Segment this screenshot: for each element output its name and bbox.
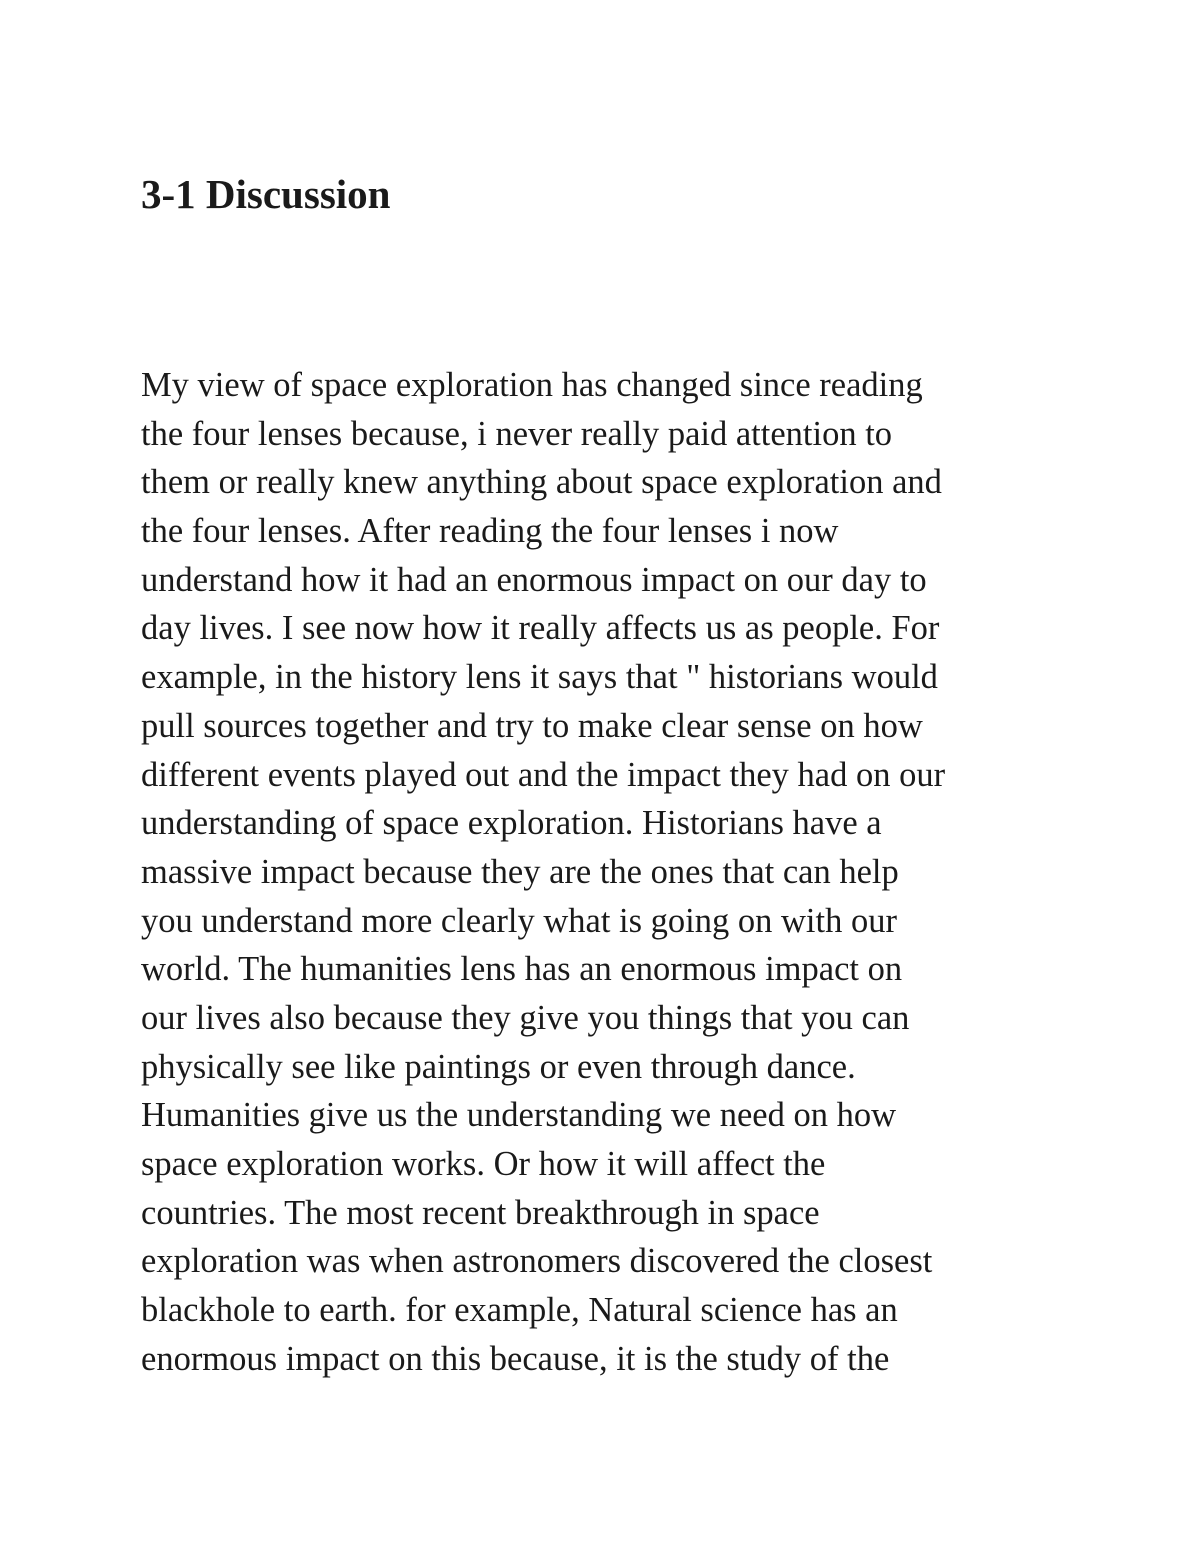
body-line: example, in the history lens it says that " historians would (141, 658, 938, 697)
body-line: pull sources together and try to make clear sense on how (141, 706, 923, 745)
body-line: the four lenses. After reading the four lenses i now (141, 512, 839, 551)
body-line: space exploration works. Or how it will affect the (141, 1145, 826, 1183)
body-line: world. The humanities lens has an enormous impact on (141, 950, 903, 989)
body-line: our lives also because they give you things that you can (141, 998, 910, 1037)
body-line: exploration was when astronomers discovered the closest (141, 1242, 933, 1281)
body-line: massive impact because they are the ones that can help (141, 852, 899, 891)
body-line: enormous impact on this because, it is the study of the (141, 1339, 890, 1378)
body-line: Humanities give us the understanding we need on how (141, 1096, 897, 1135)
body-line: different events played out and the impact they had on our (141, 755, 946, 794)
document-title: 3-1 Discussion (141, 171, 391, 217)
body-line: day lives. I see now how it really affects us as people. For (141, 609, 940, 648)
body-line: countries. The most recent breakthrough in space (141, 1193, 820, 1232)
body-line: you understand more clearly what is going on with our (141, 901, 897, 940)
body-line: understand how it had an enormous impact on our day to (141, 560, 927, 599)
body-line: them or really knew anything about space exploration and (141, 463, 942, 502)
body-line: blackhole to earth. for example, Natural science has an (141, 1291, 898, 1330)
body-line: understanding of space exploration. Historians have a (141, 804, 882, 843)
body-line: the four lenses because, i never really paid attention to (141, 414, 893, 453)
document-body (141, 361, 1141, 1383)
body-line: physically see like paintings or even through dance. (141, 1047, 856, 1086)
body-line: My view of space exploration has changed since reading (141, 366, 923, 404)
